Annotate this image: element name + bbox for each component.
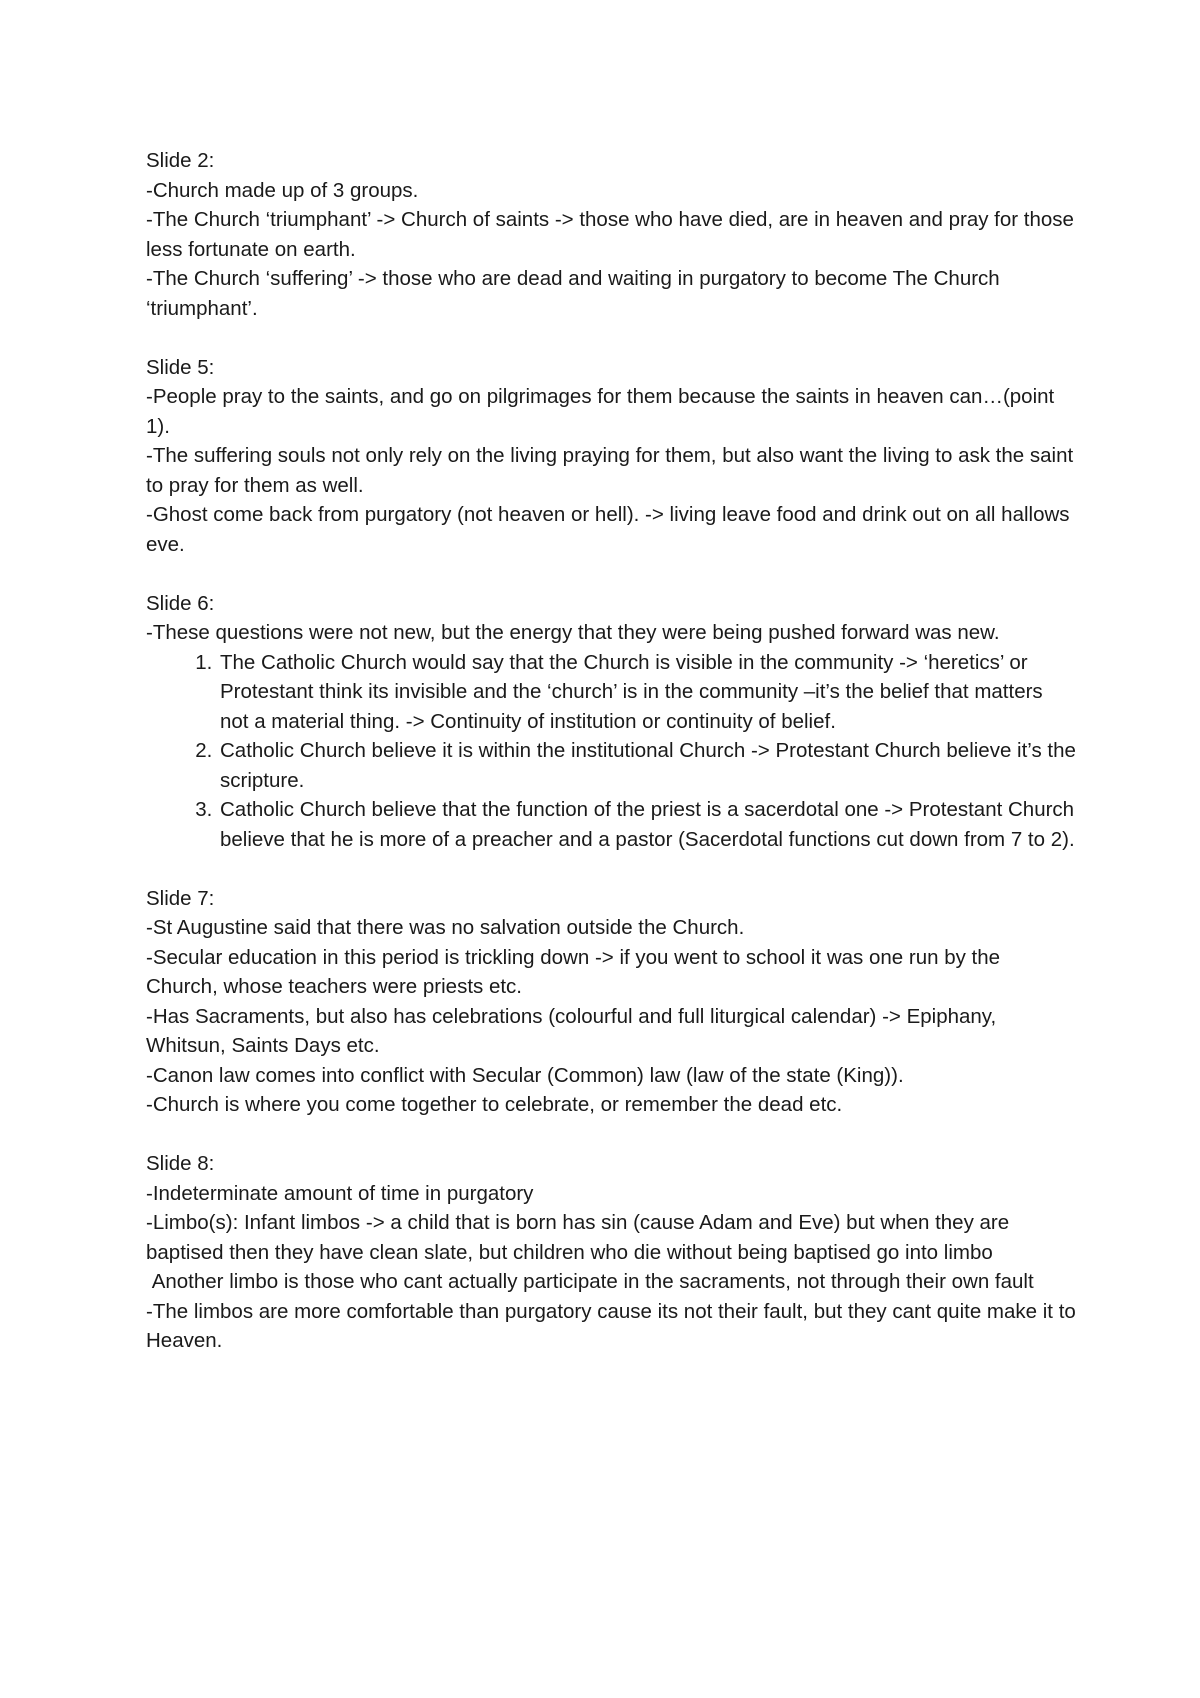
note-line: -The suffering souls not only rely on the living praying for them, but also want the living to ask the saint to pray for them as well. <box>146 444 1079 497</box>
numbered-list <box>146 648 1076 855</box>
section-heading: Slide 5: <box>146 355 215 379</box>
note-line: -The Church ‘triumphant’ -> Church of saints -> those who have died, are in heaven and pray for those less fortunate on earth. <box>146 208 1080 261</box>
note-line: -St Augustine said that there was no salvation outside the Church. <box>146 916 745 939</box>
section-slide-6 <box>146 589 1076 855</box>
section-slide-8 <box>146 1149 1082 1356</box>
list-item: 3. Catholic Church believe that the function of the priest is a sacerdotal one -> Protestant Church believe that he is more of a preacher and a pastor (Sacerdotal functions cut down from 7 to 2). <box>218 795 1076 854</box>
section-slide-2 <box>146 146 1080 323</box>
note-line: -Limbo(s): Infant limbos -> a child that is born has sin (cause Adam and Eve) but when they are baptised then they have clean slate, but children who die without being baptised go into limbo <box>146 1211 1015 1264</box>
section-slide-7 <box>146 884 1076 1120</box>
note-line: Another limbo is those who cant actually participate in the sacraments, not through their own fault <box>146 1270 1034 1293</box>
note-line: -Church is where you come together to celebrate, or remember the dead etc. <box>146 1093 843 1116</box>
note-line: -Indeterminate amount of time in purgatory <box>146 1181 534 1205</box>
list-item: 2. Catholic Church believe it is within the institutional Church -> Protestant Church believe it’s the scripture. <box>218 736 1076 795</box>
section-heading: Slide 8: <box>146 1152 215 1175</box>
list-item: 1. The Catholic Church would say that the Church is visible in the community -> ‘heretics’ or Protestant think its invisible and the ‘church’ is in the community –it’s the belief that matters not a material thing. -> Continuity of institution or continuity of belief. <box>218 648 1076 737</box>
document-page <box>146 146 1082 1356</box>
note-line: -Canon law comes into conflict with Secular (Common) law (law of the state (King)). <box>146 1063 904 1087</box>
section-heading: Slide 6: <box>146 591 215 615</box>
section-heading: Slide 7: <box>146 886 215 910</box>
note-line: -People pray to the saints, and go on pilgrimages for them because the saints in heaven can…(point 1). <box>146 385 1060 438</box>
note-line: -The Church ‘suffering’ -> those who are dead and waiting in purgatory to become The Church ‘triumphant’. <box>146 267 1006 320</box>
section-slide-5 <box>146 353 1079 560</box>
note-line: -Church made up of 3 groups. <box>146 178 419 202</box>
note-line: -The limbos are more comfortable than purgatory cause its not their fault, but they cant quite make it to Heaven. <box>146 1299 1082 1352</box>
note-line: -Secular education in this period is trickling down -> if you went to school it was one run by the Church, whose teachers were priests etc. <box>146 945 1006 998</box>
note-line: -Ghost come back from purgatory (not heaven or hell). -> living leave food and drink out on all hallows eve. <box>146 503 1076 556</box>
note-line: -Has Sacraments, but also has celebrations (colourful and full liturgical calendar) -> Epiphany, Whitsun, Saints Days etc. <box>146 1004 1002 1057</box>
section-heading: Slide 2: <box>146 149 215 172</box>
note-line: -These questions were not new, but the energy that they were being pushed forward was new. <box>146 621 1000 644</box>
